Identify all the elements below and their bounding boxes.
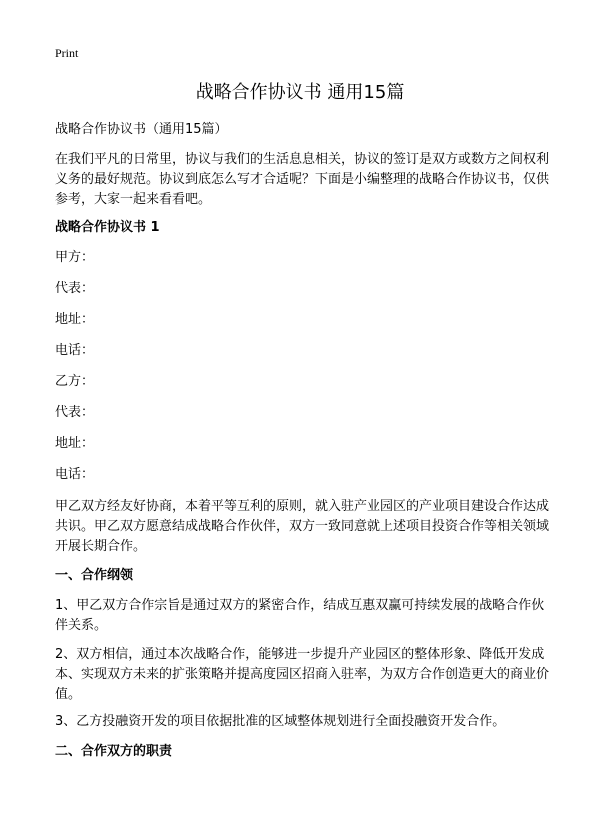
field-representative-a: 代表： — [55, 281, 95, 296]
heading-cooperation-principles: 一、合作纲领 — [55, 568, 134, 583]
field-phone-a: 电话： — [55, 343, 95, 358]
field-party-b: 乙方： — [55, 374, 95, 389]
field-representative-b: 代表： — [55, 405, 95, 420]
section-title: 战略合作协议书 1 — [55, 220, 160, 235]
field-party-a: 甲方： — [55, 250, 95, 265]
field-address-b: 地址： — [55, 436, 95, 451]
heading-responsibilities: 二、合作双方的职责 — [55, 744, 173, 759]
list-item-1: 1、甲乙双方合作宗旨是通过双方的紧密合作，结成互惠双赢可持续发展的战略合作伙伴关系。 — [55, 598, 545, 633]
document-subtitle: 战略合作协议书（通用15篇） — [55, 122, 228, 137]
intro-paragraph: 在我们平凡的日常里，协议与我们的生活息息相关，协议的签订是双方或数方之间权利义务的最好规范。协议到底怎么写才合适呢？下面是小编整理的战略合作协议书，仅供参考，大家一起来看看吧。 — [55, 152, 550, 207]
paragraph-consensus: 甲乙双方经友好协商，本着平等互利的原则，就入驻产业园区的产业项目建设合作达成共识。甲乙双方愿意结成战略合作伙伴，双方一致同意就上述项目投资合作等相关领域开展长期合作。 — [55, 499, 550, 554]
print-link[interactable]: Print — [55, 46, 79, 60]
list-item-2: 2、双方相信，通过本次战略合作，能够进一步提升产业园区的整体形象、降低开发成本、实现双方未来的扩张策略并提高度园区招商入驻率，为双方合作创造更大的商业价值。 — [55, 647, 550, 702]
document-title: 战略合作协议书 通用15篇 — [195, 82, 405, 103]
list-item-3: 3、乙方投融资开发的项目依据批准的区域整体规划进行全面投融资开发合作。 — [55, 714, 506, 729]
field-address-a: 地址： — [55, 312, 95, 327]
field-phone-b: 电话： — [55, 467, 95, 482]
